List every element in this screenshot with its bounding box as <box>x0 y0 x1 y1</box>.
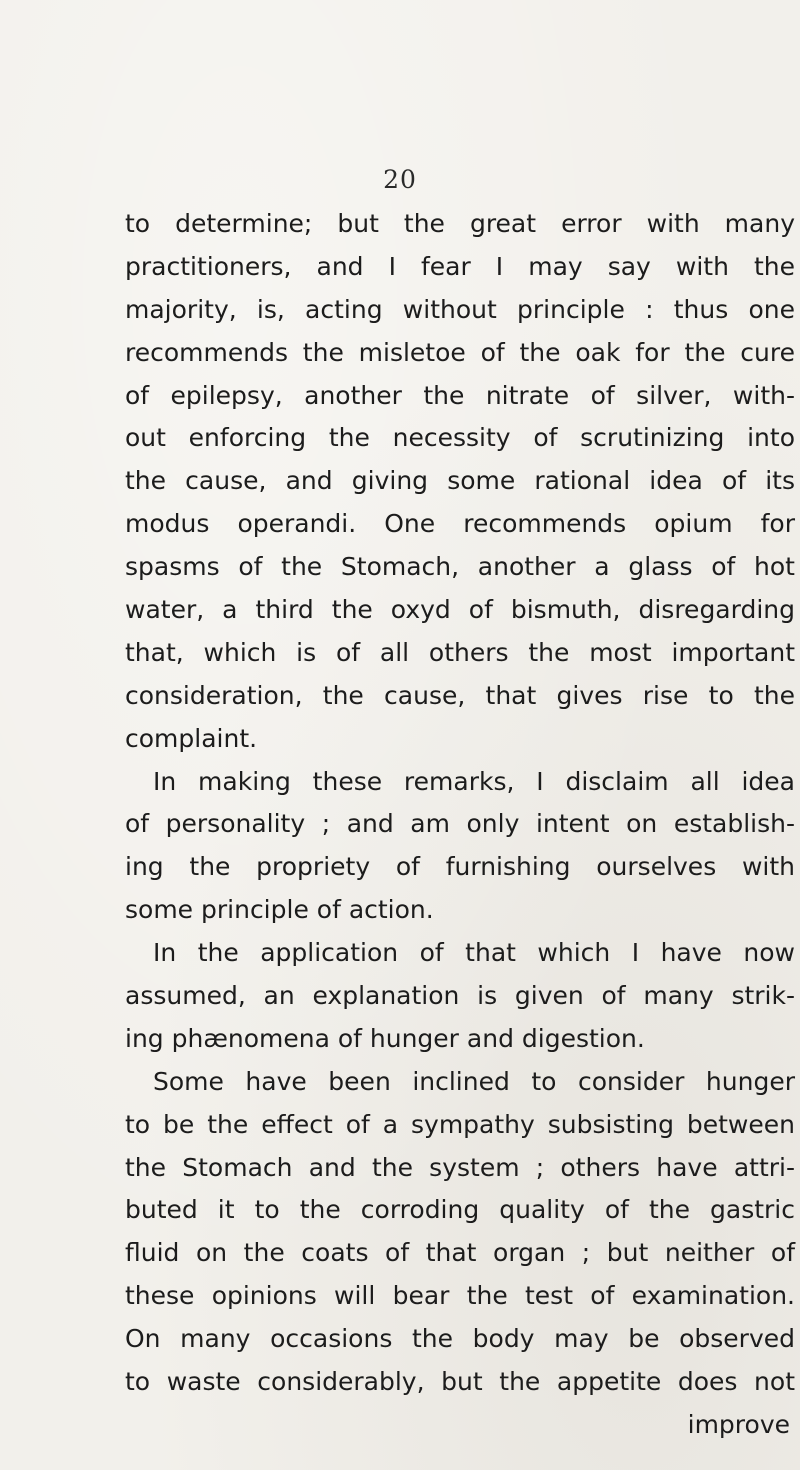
paragraph-start-line: In the application of that which I have now <box>153 938 795 968</box>
paragraph-start-line: In making these remarks, I disclaim all idea <box>153 766 795 796</box>
text-line: these opinions will bear the test of examination. <box>125 1281 795 1311</box>
catchword: improve <box>687 1409 790 1439</box>
text-line: of personality ; and am only intent on establish- <box>125 809 795 839</box>
text-line: to waste considerably, but the appetite does not <box>125 1367 795 1397</box>
paragraph-start-line: Some have been inclined to consider hunger <box>153 1066 795 1096</box>
text-line: On many occasions the body may be observed <box>125 1324 795 1354</box>
text-line: the Stomach and the system ; others have attri- <box>125 1152 795 1182</box>
text-line: majority, is, acting without principle : thus one <box>125 294 795 324</box>
text-line: recommends the misletoe of the oak for the cure <box>125 337 795 367</box>
text-line: modus operandi. One recommends opium for <box>125 509 795 539</box>
text-line: out enforcing the necessity of scrutinizing into <box>125 423 795 453</box>
text-line: assumed, an explanation is given of many strik- <box>125 981 795 1011</box>
page-number: 20 <box>383 165 417 194</box>
text-line: to determine; but the great error with many <box>125 209 795 238</box>
text-line: buted it to the corroding quality of the gastric <box>125 1195 795 1225</box>
text-line: practitioners, and I fear I may say with the <box>125 251 795 281</box>
text-line: spasms of the Stomach, another a glass of hot <box>125 552 795 582</box>
body-text <box>125 203 795 1447</box>
text-line: ing phænomena of hunger and digestion. <box>125 1023 645 1053</box>
text-line: fluid on the coats of that organ ; but neither of <box>125 1238 795 1268</box>
text-line: ing the propriety of furnishing ourselves with <box>125 852 795 882</box>
text-line: the cause, and giving some rational idea of its <box>125 466 795 496</box>
text-line: of epilepsy, another the nitrate of silver, with- <box>125 380 795 410</box>
text-line: to be the effect of a sympathy subsisting between <box>125 1109 795 1139</box>
text-line: some principle of action. <box>125 895 434 925</box>
text-line: water, a third the oxyd of bismuth, disregarding <box>125 595 795 625</box>
text-line: consideration, the cause, that gives rise to the <box>125 680 795 710</box>
text-line: complaint. <box>125 723 258 753</box>
text-line: that, which is of all others the most important <box>125 637 795 667</box>
